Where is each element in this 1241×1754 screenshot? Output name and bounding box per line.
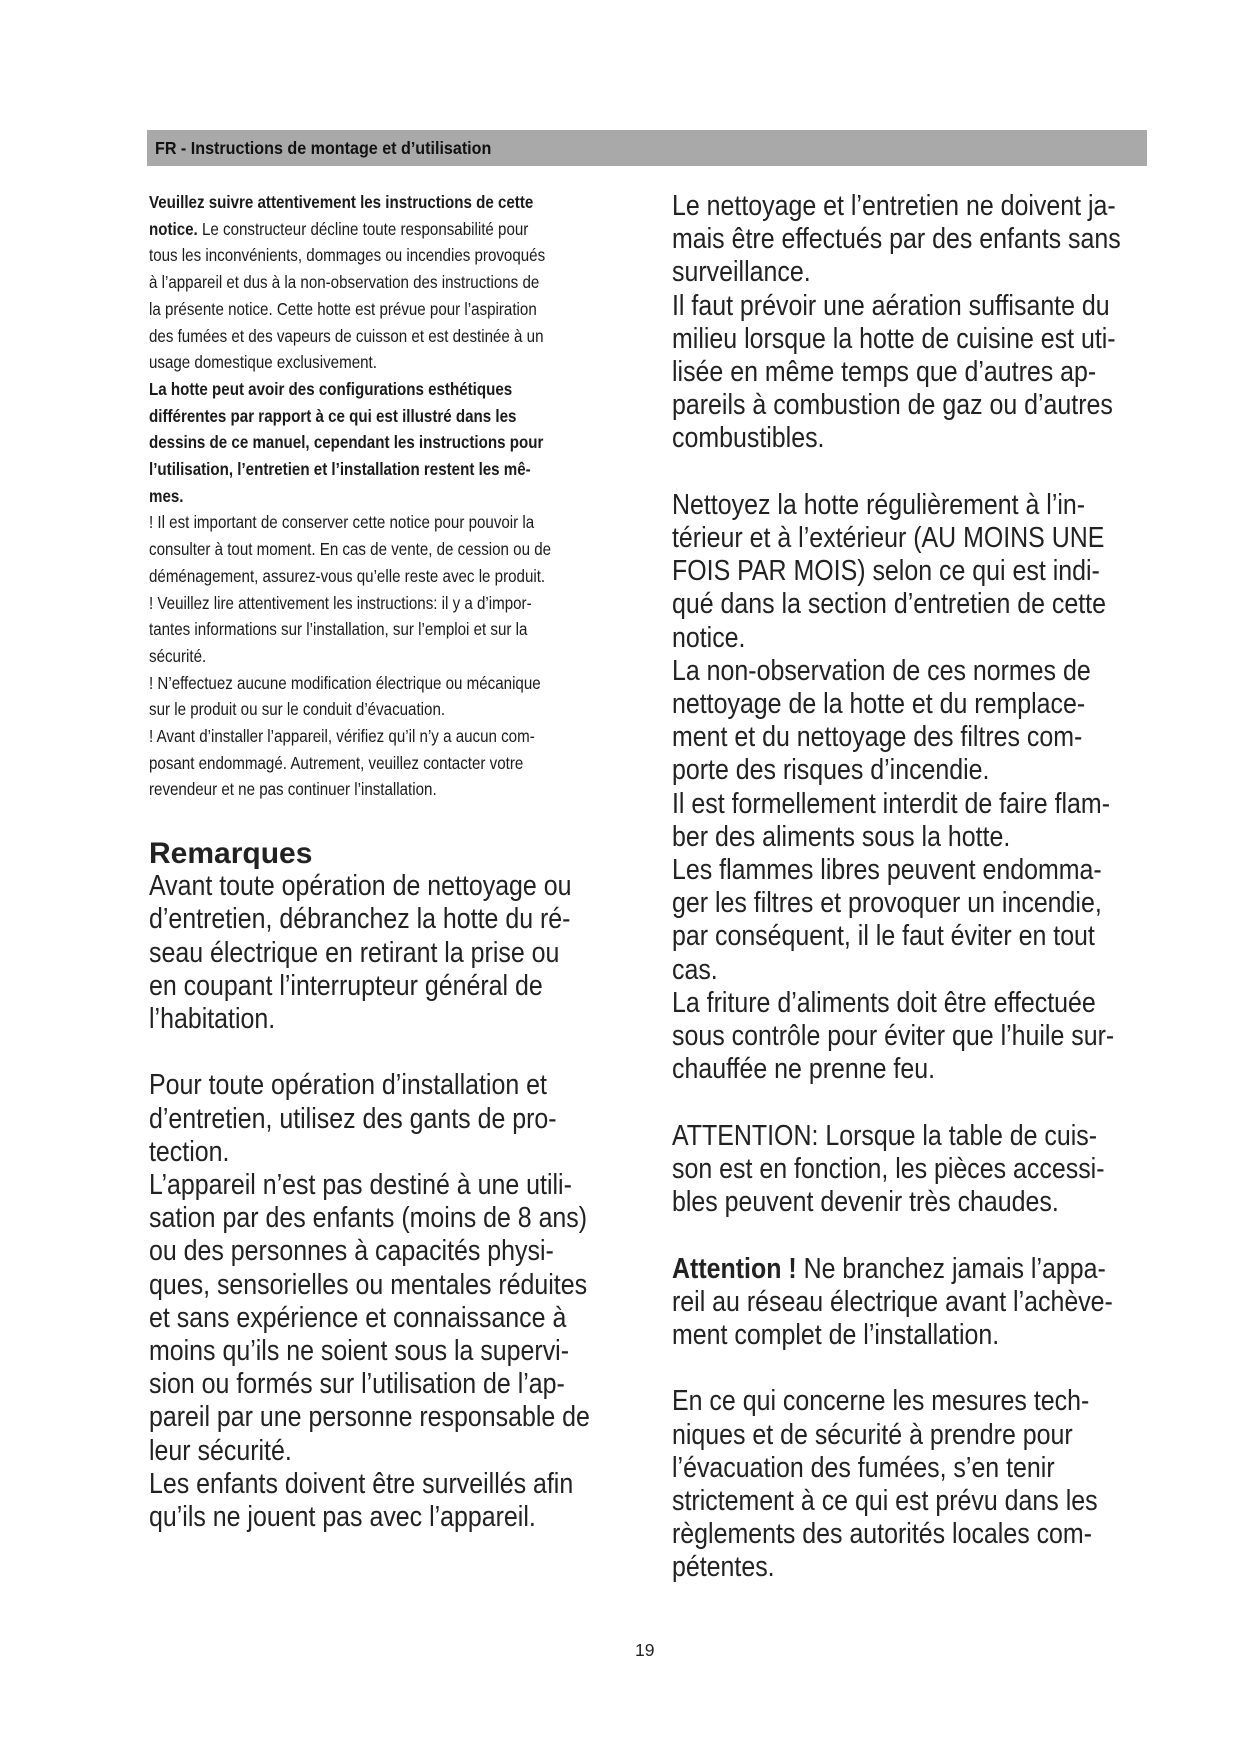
intro-line-text: déménagement, assurez-vous qu’elle reste avec le produit.	[149, 565, 546, 586]
intro-line-text: consulter à tout moment. En cas de vente, de cession ou de	[149, 539, 552, 560]
right-line-content	[672, 323, 1116, 356]
intro-line-content	[149, 216, 528, 243]
right-line-text: Ne branchez jamais l’appa-	[796, 1252, 1106, 1285]
section-header-title: FR - Instructions de montage et d’utilisation	[155, 138, 492, 158]
remarks-line-content: L’appareil n’est pas destiné à une utili-	[149, 1169, 572, 1201]
intro-line	[149, 750, 633, 777]
right-line	[672, 1419, 1168, 1452]
remarks-line-content: d’entretien, utilisez des gants de pro-	[149, 1102, 557, 1135]
right-line-content	[672, 1518, 1092, 1551]
intro-line	[149, 269, 633, 296]
right-line-text: pareils à combustion de gaz ou d’autres	[672, 389, 1113, 422]
remarks-line	[149, 937, 633, 970]
right-line-content	[672, 422, 824, 455]
remarks-line-content: Avant toute opération de nettoyage ou	[149, 870, 572, 903]
right-line	[672, 223, 1168, 256]
intro-line-content	[149, 349, 377, 376]
remarks-line	[149, 1302, 633, 1335]
right-line-content	[672, 223, 1121, 256]
intro-line-text: des fumées et des vapeurs de cuisson et est destinée à un	[149, 325, 544, 346]
right-line	[672, 1485, 1168, 1518]
remarks-line	[149, 1036, 633, 1069]
intro-line	[149, 242, 633, 269]
remarks-line	[149, 1368, 633, 1401]
remarks-line-content: Pour toute opération d’installation et	[149, 1069, 547, 1102]
right-line-content	[672, 655, 1091, 688]
right-line	[672, 1219, 1168, 1252]
intro-line	[149, 563, 633, 590]
right-line-text: ber des aliments sous la hotte.	[672, 820, 1011, 853]
right-line	[672, 688, 1168, 721]
right-line-text: porte des risques d’incendie.	[672, 754, 990, 787]
remarks-line-content: sation par des enfants (moins de 8 ans)	[149, 1202, 588, 1235]
intro-line	[149, 616, 633, 643]
right-line-text: ment et du nettoyage des filtres com-	[672, 721, 1083, 754]
right-line-content	[672, 190, 1116, 223]
right-line-text: chauffée ne prenne feu.	[672, 1053, 936, 1086]
right-line-content	[672, 1219, 679, 1252]
right-line-content	[672, 389, 1113, 422]
right-line	[672, 290, 1168, 323]
intro-line-text: tous les inconvénients, dommages ou incendies provoqués	[149, 245, 546, 266]
remarks-heading: Remarques	[149, 837, 313, 871]
intro-line-text: à l’appareil et dus à la non-observation des instructions de	[149, 272, 540, 293]
right-line-text: son est en fonction, les pièces accessi-	[672, 1152, 1105, 1185]
intro-line-bold: mes.	[149, 485, 184, 506]
remarks-line	[149, 1435, 633, 1468]
right-line-content	[672, 1186, 1059, 1219]
intro-line	[149, 189, 633, 216]
remarks-line	[149, 1235, 633, 1268]
right-line	[672, 1153, 1168, 1186]
intro-line-text: usage domestique exclusivement.	[149, 352, 377, 373]
right-line-text: ger les filtres et provoquer un incendie,	[672, 887, 1102, 920]
right-line	[672, 456, 1168, 489]
right-line-content	[672, 754, 989, 787]
right-line-content	[672, 1253, 1106, 1286]
intro-line	[149, 643, 633, 670]
right-line-content	[672, 1153, 1105, 1186]
right-line	[672, 1020, 1168, 1053]
right-line-text: sous contrôle pour éviter que l’huile sur-	[672, 1020, 1115, 1053]
right-line-content	[672, 456, 679, 489]
intro-line-content	[149, 269, 539, 296]
intro-line-content	[149, 776, 437, 803]
intro-line-content	[149, 483, 183, 510]
right-line	[672, 788, 1168, 821]
intro-line-content	[149, 376, 512, 403]
right-line	[672, 422, 1168, 455]
right-line	[672, 1452, 1168, 1485]
remarks-line-content: sion ou formés sur l’utilisation de l’ap-	[149, 1368, 565, 1401]
intro-line-content	[149, 696, 445, 723]
remarks-line	[149, 1468, 633, 1501]
right-line	[672, 987, 1168, 1020]
right-line-content	[672, 887, 1102, 920]
right-line-content	[672, 356, 1096, 389]
intro-line	[149, 483, 633, 510]
intro-line-content	[149, 189, 533, 216]
intro-line-text: sur le produit ou sur le conduit d’évacuation.	[149, 699, 446, 720]
right-line-content	[672, 1020, 1114, 1053]
intro-line-content	[149, 296, 537, 323]
remarks-line	[149, 870, 633, 903]
right-line-content	[672, 256, 811, 289]
right-line-content	[672, 1419, 1073, 1452]
section-header	[147, 130, 1147, 166]
remarks-line-content: leur sécurité.	[149, 1434, 292, 1467]
right-line-content	[672, 821, 1010, 854]
right-line	[672, 1086, 1168, 1119]
right-line-text: ment complet de l’installation.	[672, 1318, 1000, 1351]
right-line-text: Le nettoyage et l’entretien ne doivent ja-	[672, 190, 1116, 222]
right-line-text: FOIS PAR MOIS) selon ce qui est indi-	[672, 555, 1100, 588]
right-line-text: nettoyage de la hotte et du remplace-	[672, 688, 1086, 721]
right-line-content	[672, 688, 1085, 721]
right-line	[672, 754, 1168, 787]
right-line-text: lisée en même temps que d’autres ap-	[672, 356, 1097, 389]
right-line-text: En ce qui concerne les mesures tech-	[672, 1385, 1090, 1418]
intro-line	[149, 696, 633, 723]
right-line-content	[672, 555, 1100, 588]
intro-line	[149, 776, 633, 803]
remarks-line-content: tection.	[149, 1135, 230, 1168]
right-line-content	[672, 1485, 1098, 1518]
remarks-line	[149, 1501, 633, 1534]
right-line	[672, 1551, 1168, 1584]
remarks-line	[149, 1169, 633, 1202]
intro-line	[149, 403, 633, 430]
right-line	[672, 920, 1168, 953]
remarks-line	[149, 1069, 633, 1102]
right-line-content	[672, 1385, 1089, 1418]
intro-line	[149, 296, 633, 323]
intro-line	[149, 349, 633, 376]
intro-line	[149, 509, 633, 536]
right-line	[672, 489, 1168, 522]
right-line-bold: Attention !	[672, 1252, 797, 1285]
right-line-text: combustibles.	[672, 422, 825, 455]
right-line	[672, 655, 1168, 688]
right-line	[672, 1253, 1168, 1286]
right-line	[672, 887, 1168, 920]
intro-line-content	[149, 323, 543, 350]
intro-line-content	[149, 563, 545, 590]
right-line-text: cas.	[672, 953, 718, 986]
intro-line-text: posant endommagé. Autrement, veuillez contacter votre	[149, 752, 524, 773]
right-line	[672, 1186, 1168, 1219]
right-line	[672, 1518, 1168, 1551]
intro-line	[149, 456, 633, 483]
intro-block	[149, 189, 633, 803]
right-line-content	[672, 1086, 679, 1119]
intro-line	[149, 216, 633, 243]
intro-line-bold: l’utilisation, l’entretien et l’installation restent les mê-	[149, 459, 531, 480]
remarks-line-content: ou des personnes à capacités physi-	[149, 1235, 554, 1268]
intro-line-text: Le constructeur décline toute responsabilité pour	[197, 218, 529, 239]
right-line	[672, 1385, 1168, 1418]
remarks-line	[149, 1202, 633, 1235]
intro-line-text: ! Il est important de conserver cette notice pour pouvoir la	[149, 512, 535, 533]
remarks-line	[149, 1401, 633, 1434]
intro-line-content	[149, 643, 206, 670]
right-line-content	[672, 920, 1095, 953]
intro-line-bold: notice.	[149, 218, 198, 239]
intro-line-text: la présente notice. Cette hotte est prévue pour l’aspiration	[149, 298, 537, 319]
right-line-text: milieu lorsque la hotte de cuisine est uti-	[672, 322, 1116, 355]
right-line-text: strictement à ce qui est prévu dans les	[672, 1484, 1098, 1517]
right-line	[672, 721, 1168, 754]
right-line	[672, 954, 1168, 987]
intro-line-content	[149, 536, 551, 563]
intro-line-content	[149, 403, 516, 430]
right-column	[672, 190, 1168, 1585]
remarks-line-content: en coupant l’interrupteur général de	[149, 969, 543, 1002]
right-line-text: La non-observation de ces normes de	[672, 654, 1091, 687]
intro-line	[149, 429, 633, 456]
left-column	[149, 189, 633, 1534]
right-line-content	[672, 522, 1104, 555]
remarks-block	[149, 870, 633, 1534]
right-line	[672, 622, 1168, 655]
remarks-line-content: pareil par une personne responsable de	[149, 1401, 590, 1434]
right-line	[672, 588, 1168, 621]
intro-line-text: sécurité.	[149, 645, 207, 666]
right-line-content	[672, 1319, 999, 1352]
remarks-line	[149, 1269, 633, 1302]
intro-line-bold: La hotte peut avoir des configurations esthétiques	[149, 378, 513, 399]
right-line	[672, 190, 1168, 223]
right-line-content	[672, 622, 745, 655]
intro-line-bold: dessins de ce manuel, cependant les instructions pour	[149, 432, 544, 453]
intro-line	[149, 590, 633, 617]
right-line-content	[672, 788, 1110, 821]
right-line-text: pétentes.	[672, 1551, 775, 1584]
right-line-text: ATTENTION: Lorsque la table de cuis-	[672, 1119, 1098, 1152]
right-line	[672, 323, 1168, 356]
intro-line-content	[149, 429, 543, 456]
right-line-text: mais être effectués par des enfants sans	[672, 223, 1121, 256]
right-line-content	[672, 1452, 1055, 1485]
right-line-text: qué dans la section d’entretien de cette	[672, 588, 1106, 621]
right-line-content	[672, 489, 1085, 522]
right-line	[672, 854, 1168, 887]
right-line-text: niques et de sécurité à prendre pour	[672, 1418, 1073, 1451]
remarks-line-content: et sans expérience et connaissance à	[149, 1301, 567, 1334]
right-line-content	[672, 987, 1096, 1020]
intro-line-content	[149, 616, 527, 643]
intro-line-text: ! Avant d’installer l’appareil, vérifiez qu’il n’y a aucun com-	[149, 726, 535, 747]
right-line-text: Les flammes libres peuvent endomma-	[672, 854, 1102, 887]
right-line	[672, 1120, 1168, 1153]
intro-line-bold: différentes par rapport à ce qui est illustré dans les	[149, 405, 517, 426]
right-line-text: Il faut prévoir une aération suffisante du	[672, 289, 1110, 322]
right-line	[672, 256, 1168, 289]
remarks-line	[149, 903, 633, 936]
right-line-text: Nettoyez la hotte régulièrement à l’in-	[672, 488, 1086, 521]
intro-line	[149, 670, 633, 697]
right-line-content	[672, 1286, 1113, 1319]
intro-line-bold: Veuillez suivre attentivement les instructions de cette	[149, 192, 534, 212]
intro-line-content	[149, 723, 535, 750]
intro-line-text: ! Veuillez lire attentivement les instructions: il y a d’impor-	[149, 592, 532, 613]
right-line-text: Il est formellement interdit de faire flam-	[672, 787, 1111, 820]
intro-line-content	[149, 456, 531, 483]
remarks-line-content: d’entretien, débranchez la hotte du ré-	[149, 903, 571, 936]
remarks-line-content: ques, sensorielles ou mentales réduites	[149, 1268, 588, 1301]
right-line	[672, 1286, 1168, 1319]
intro-line-content	[149, 242, 545, 269]
intro-line-content	[149, 509, 534, 536]
intro-line-content	[149, 670, 541, 697]
right-text-block	[672, 190, 1168, 1585]
right-line-content	[672, 1551, 775, 1584]
right-line	[672, 522, 1168, 555]
right-line	[672, 389, 1168, 422]
remarks-line-content: l’habitation.	[149, 1002, 276, 1035]
right-line	[672, 555, 1168, 588]
intro-line	[149, 376, 633, 403]
right-line-content	[672, 1053, 935, 1086]
right-line	[672, 356, 1168, 389]
right-line-text: par conséquent, il le faut éviter en tout	[672, 920, 1095, 953]
right-line-content	[672, 1120, 1097, 1153]
right-line-content	[672, 721, 1082, 754]
intro-line-text: ! N’effectuez aucune modification électrique ou mécanique	[149, 672, 541, 693]
intro-line	[149, 723, 633, 750]
page-number: 19	[635, 1640, 655, 1660]
remarks-line	[149, 970, 633, 1003]
remarks-line-content: moins qu’ils ne soient sous la supervi-	[149, 1335, 570, 1368]
right-line-text: reil au réseau électrique avant l’achève-	[672, 1285, 1113, 1318]
right-line-content	[672, 854, 1102, 887]
intro-line-text: revendeur et ne pas continuer l’installation.	[149, 779, 437, 800]
right-line-content	[672, 290, 1110, 323]
right-line-text: La friture d’aliments doit être effectuée	[672, 986, 1096, 1019]
remarks-line	[149, 1136, 633, 1169]
right-line-text: térieur et à l’extérieur (AU MOINS UNE	[672, 522, 1105, 555]
right-line-content	[672, 588, 1106, 621]
remarks-line-content: qu’ils ne jouent pas avec l’appareil.	[149, 1501, 536, 1534]
right-line-text: l’évacuation des fumées, s’en tenir	[672, 1451, 1055, 1484]
right-line-text: règlements des autorités locales com-	[672, 1518, 1093, 1551]
right-line	[672, 821, 1168, 854]
right-line-text: bles peuvent devenir très chaudes.	[672, 1186, 1059, 1219]
remarks-line	[149, 1003, 633, 1036]
remarks-line-content: seau électrique en retirant la prise ou	[149, 936, 560, 969]
right-line-text: notice.	[672, 621, 746, 654]
right-line	[672, 1053, 1168, 1086]
remarks-line	[149, 1335, 633, 1368]
right-line-text: surveillance.	[672, 256, 811, 289]
remarks-line-content: Les enfants doivent être surveillés afin	[149, 1467, 574, 1500]
right-line	[672, 1319, 1168, 1352]
intro-line	[149, 536, 633, 563]
intro-line-content	[149, 590, 532, 617]
intro-line	[149, 323, 633, 350]
intro-line-text: tantes informations sur l’installation, sur l’emploi et sur la	[149, 619, 528, 640]
remarks-line	[149, 1103, 633, 1136]
right-line-content	[672, 1352, 679, 1385]
intro-line-content	[149, 750, 523, 777]
right-line-content	[672, 954, 718, 987]
right-line	[672, 1352, 1168, 1385]
